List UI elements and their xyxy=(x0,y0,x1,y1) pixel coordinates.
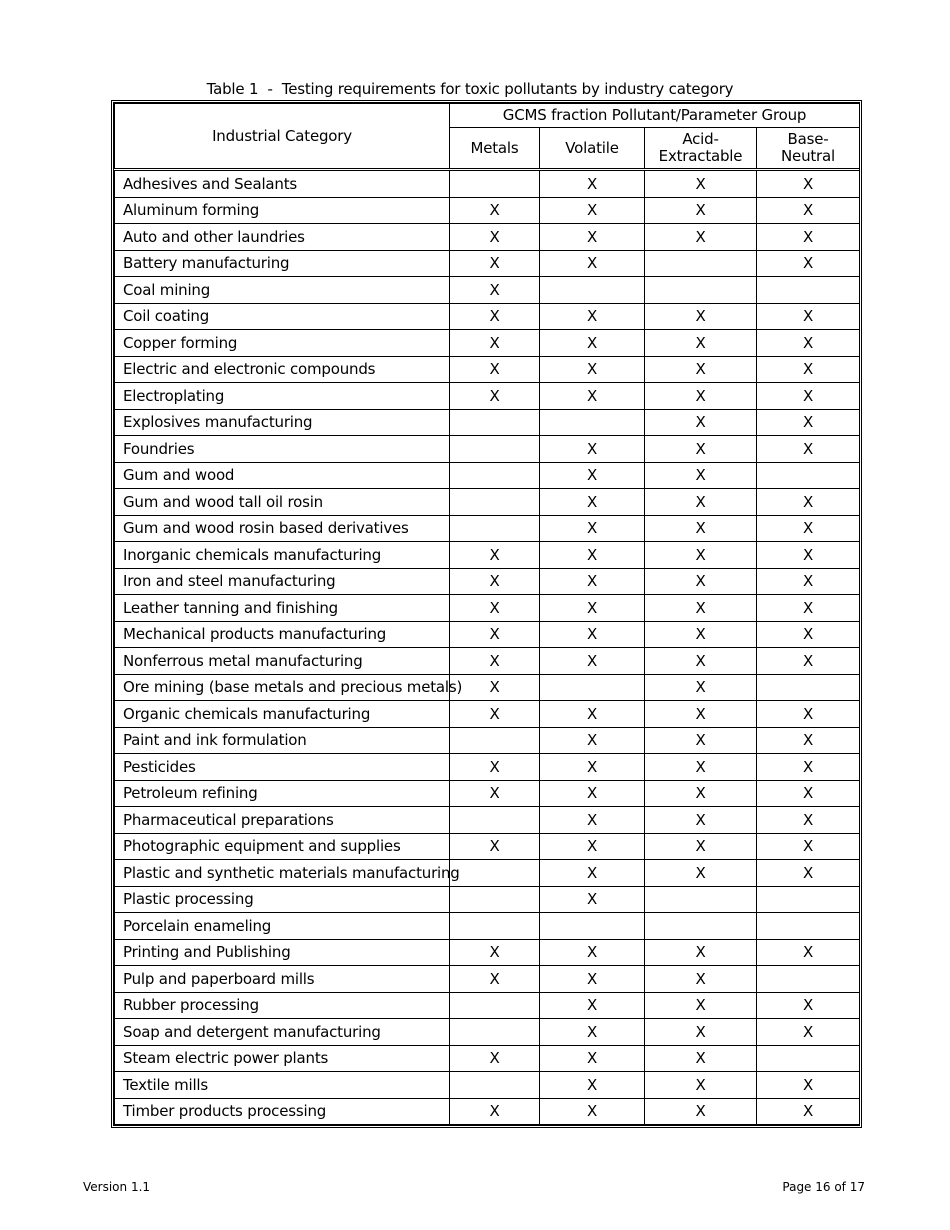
volatile-cell: X xyxy=(540,992,645,1019)
table-row xyxy=(115,913,860,940)
base-neutral-cell: X xyxy=(757,939,860,966)
metals-cell: X xyxy=(450,383,540,410)
volatile-cell: X xyxy=(540,1019,645,1046)
base-neutral-cell xyxy=(757,1045,860,1072)
base-neutral-cell xyxy=(757,277,860,304)
volatile-cell: X xyxy=(540,701,645,728)
table-row xyxy=(115,277,860,304)
volatile-cell: X xyxy=(540,224,645,251)
base-neutral-cell: X xyxy=(757,1098,860,1125)
volatile-cell: X xyxy=(540,1045,645,1072)
industry-category-cell: Auto and other laundries xyxy=(115,224,450,251)
industry-category-cell: Coil coating xyxy=(115,303,450,330)
industry-category-cell: Nonferrous metal manufacturing xyxy=(115,648,450,675)
industry-category-cell: Gum and wood xyxy=(115,462,450,489)
industry-category-cell: Iron and steel manufacturing xyxy=(115,568,450,595)
volatile-cell: X xyxy=(540,170,645,198)
base-neutral-cell: X xyxy=(757,356,860,383)
industry-category-cell: Petroleum refining xyxy=(115,780,450,807)
table-row xyxy=(115,224,860,251)
metals-cell: X xyxy=(450,939,540,966)
industry-category-cell: Timber products processing xyxy=(115,1098,450,1125)
metals-cell: X xyxy=(450,224,540,251)
table-row xyxy=(115,462,860,489)
volatile-cell xyxy=(540,674,645,701)
volatile-cell: X xyxy=(540,489,645,516)
metals-cell xyxy=(450,992,540,1019)
metals-cell xyxy=(450,1072,540,1099)
volatile-cell: X xyxy=(540,303,645,330)
metals-cell: X xyxy=(450,277,540,304)
volatile-cell: X xyxy=(540,383,645,410)
table-row xyxy=(115,330,860,357)
volatile-cell: X xyxy=(540,436,645,463)
base-neutral-cell: X xyxy=(757,489,860,516)
metals-cell: X xyxy=(450,542,540,569)
industry-category-cell: Textile mills xyxy=(115,1072,450,1099)
table-row xyxy=(115,992,860,1019)
metals-cell: X xyxy=(450,595,540,622)
base-neutral-cell: X xyxy=(757,250,860,277)
base-neutral-cell: X xyxy=(757,409,860,436)
base-neutral-cell xyxy=(757,886,860,913)
metals-cell xyxy=(450,913,540,940)
industry-category-cell: Ore mining (base metals and precious metals) xyxy=(115,674,450,701)
table-header xyxy=(115,104,860,170)
industry-category-cell: Coal mining xyxy=(115,277,450,304)
volatile-cell: X xyxy=(540,754,645,781)
table-row xyxy=(115,754,860,781)
volatile-cell: X xyxy=(540,886,645,913)
base-neutral-cell: X xyxy=(757,648,860,675)
base-neutral-cell: X xyxy=(757,224,860,251)
table-row xyxy=(115,250,860,277)
base-neutral-cell: X xyxy=(757,542,860,569)
base-neutral-cell: X xyxy=(757,515,860,542)
table-row xyxy=(115,701,860,728)
table-row xyxy=(115,1019,860,1046)
metals-cell xyxy=(450,1019,540,1046)
volatile-cell: X xyxy=(540,568,645,595)
table-row xyxy=(115,807,860,834)
acid-extractable-cell: X xyxy=(645,170,757,198)
acid-extractable-cell: X xyxy=(645,462,757,489)
table-row xyxy=(115,833,860,860)
acid-extractable-cell: X xyxy=(645,568,757,595)
volatile-cell: X xyxy=(540,939,645,966)
metals-cell xyxy=(450,727,540,754)
acid-extractable-cell: X xyxy=(645,303,757,330)
acid-extractable-cell: X xyxy=(645,674,757,701)
table-row xyxy=(115,1072,860,1099)
table-row xyxy=(115,383,860,410)
acid-extractable-cell: X xyxy=(645,515,757,542)
acid-extractable-cell: X xyxy=(645,1045,757,1072)
volatile-cell: X xyxy=(540,1098,645,1125)
acid-extractable-cell: X xyxy=(645,727,757,754)
base-neutral-cell: X xyxy=(757,701,860,728)
metals-cell: X xyxy=(450,833,540,860)
volatile-cell: X xyxy=(540,542,645,569)
footer-version: Version 1.1 xyxy=(83,1180,151,1194)
base-neutral-cell xyxy=(757,674,860,701)
base-neutral-cell xyxy=(757,462,860,489)
base-neutral-cell: X xyxy=(757,1019,860,1046)
industry-category-cell: Rubber processing xyxy=(115,992,450,1019)
volatile-cell: X xyxy=(540,833,645,860)
header-base-neutral: Base- Neutral xyxy=(757,128,860,170)
table-row xyxy=(115,939,860,966)
volatile-cell: X xyxy=(540,966,645,993)
table-row xyxy=(115,886,860,913)
metals-cell: X xyxy=(450,356,540,383)
base-neutral-cell: X xyxy=(757,754,860,781)
industry-category-cell: Plastic processing xyxy=(115,886,450,913)
metals-cell: X xyxy=(450,303,540,330)
base-neutral-cell: X xyxy=(757,780,860,807)
volatile-cell: X xyxy=(540,727,645,754)
acid-extractable-cell xyxy=(645,913,757,940)
metals-cell: X xyxy=(450,701,540,728)
volatile-cell: X xyxy=(540,462,645,489)
table-row xyxy=(115,648,860,675)
industry-category-cell: Porcelain enameling xyxy=(115,913,450,940)
industry-category-cell: Photographic equipment and supplies xyxy=(115,833,450,860)
base-neutral-cell: X xyxy=(757,727,860,754)
acid-extractable-cell: X xyxy=(645,621,757,648)
base-neutral-cell: X xyxy=(757,833,860,860)
volatile-cell: X xyxy=(540,250,645,277)
industry-category-cell: Explosives manufacturing xyxy=(115,409,450,436)
volatile-cell: X xyxy=(540,595,645,622)
metals-cell: X xyxy=(450,780,540,807)
industry-category-cell: Foundries xyxy=(115,436,450,463)
table-row xyxy=(115,780,860,807)
acid-extractable-cell: X xyxy=(645,383,757,410)
base-neutral-cell: X xyxy=(757,860,860,887)
volatile-cell: X xyxy=(540,648,645,675)
metals-cell: X xyxy=(450,754,540,781)
metals-cell: X xyxy=(450,197,540,224)
metals-cell: X xyxy=(450,648,540,675)
acid-extractable-cell: X xyxy=(645,648,757,675)
metals-cell: X xyxy=(450,966,540,993)
header-metals: Metals xyxy=(450,128,540,170)
metals-cell xyxy=(450,462,540,489)
table-row xyxy=(115,727,860,754)
header-industrial-category: Industrial Category xyxy=(115,104,450,170)
acid-extractable-cell: X xyxy=(645,409,757,436)
table-body xyxy=(115,170,860,1125)
industry-category-cell: Electric and electronic compounds xyxy=(115,356,450,383)
table-row xyxy=(115,1098,860,1125)
acid-extractable-cell: X xyxy=(645,833,757,860)
industry-category-cell: Plastic and synthetic materials manufacturing xyxy=(115,860,450,887)
acid-extractable-cell: X xyxy=(645,542,757,569)
table-row xyxy=(115,621,860,648)
base-neutral-cell: X xyxy=(757,170,860,198)
volatile-cell: X xyxy=(540,621,645,648)
industry-category-cell: Battery manufacturing xyxy=(115,250,450,277)
metals-cell xyxy=(450,489,540,516)
base-neutral-cell: X xyxy=(757,1072,860,1099)
volatile-cell: X xyxy=(540,807,645,834)
volatile-cell: X xyxy=(540,515,645,542)
acid-extractable-cell: X xyxy=(645,701,757,728)
base-neutral-cell: X xyxy=(757,330,860,357)
industry-category-cell: Mechanical products manufacturing xyxy=(115,621,450,648)
volatile-cell xyxy=(540,277,645,304)
industry-category-cell: Copper forming xyxy=(115,330,450,357)
acid-extractable-cell: X xyxy=(645,780,757,807)
header-acid-extractable: Acid- Extractable xyxy=(645,128,757,170)
metals-cell xyxy=(450,860,540,887)
metals-cell: X xyxy=(450,330,540,357)
industry-category-cell: Soap and detergent manufacturing xyxy=(115,1019,450,1046)
acid-extractable-cell xyxy=(645,250,757,277)
table-row xyxy=(115,197,860,224)
industry-category-cell: Inorganic chemicals manufacturing xyxy=(115,542,450,569)
industry-category-cell: Printing and Publishing xyxy=(115,939,450,966)
acid-extractable-cell xyxy=(645,886,757,913)
acid-extractable-cell: X xyxy=(645,356,757,383)
table-row xyxy=(115,542,860,569)
industry-category-cell: Adhesives and Sealants xyxy=(115,170,450,198)
table-row xyxy=(115,356,860,383)
base-neutral-cell: X xyxy=(757,807,860,834)
metals-cell: X xyxy=(450,568,540,595)
table-row xyxy=(115,515,860,542)
base-neutral-cell xyxy=(757,913,860,940)
base-neutral-cell: X xyxy=(757,197,860,224)
volatile-cell xyxy=(540,409,645,436)
industry-category-cell: Organic chemicals manufacturing xyxy=(115,701,450,728)
table-row xyxy=(115,674,860,701)
base-neutral-cell: X xyxy=(757,436,860,463)
acid-extractable-cell: X xyxy=(645,860,757,887)
volatile-cell: X xyxy=(540,860,645,887)
metals-cell xyxy=(450,409,540,436)
metals-cell xyxy=(450,170,540,198)
volatile-cell xyxy=(540,913,645,940)
footer-page-number: Page 16 of 17 xyxy=(782,1180,865,1194)
acid-extractable-cell: X xyxy=(645,330,757,357)
acid-extractable-cell: X xyxy=(645,1019,757,1046)
header-group-label: GCMS fraction Pollutant/Parameter Group xyxy=(450,104,860,128)
metals-cell: X xyxy=(450,1045,540,1072)
table-row xyxy=(115,303,860,330)
acid-extractable-cell: X xyxy=(645,595,757,622)
industry-category-cell: Leather tanning and finishing xyxy=(115,595,450,622)
testing-requirements-table xyxy=(114,103,860,1125)
table-row xyxy=(115,489,860,516)
testing-requirements-table-frame xyxy=(111,100,862,1128)
header-volatile: Volatile xyxy=(540,128,645,170)
acid-extractable-cell: X xyxy=(645,1072,757,1099)
table-row xyxy=(115,170,860,198)
volatile-cell: X xyxy=(540,1072,645,1099)
industry-category-cell: Steam electric power plants xyxy=(115,1045,450,1072)
acid-extractable-cell: X xyxy=(645,436,757,463)
acid-extractable-cell: X xyxy=(645,807,757,834)
industry-category-cell: Pharmaceutical preparations xyxy=(115,807,450,834)
volatile-cell: X xyxy=(540,197,645,224)
base-neutral-cell: X xyxy=(757,595,860,622)
acid-extractable-cell: X xyxy=(645,966,757,993)
industry-category-cell: Aluminum forming xyxy=(115,197,450,224)
acid-extractable-cell xyxy=(645,277,757,304)
acid-extractable-cell: X xyxy=(645,224,757,251)
metals-cell: X xyxy=(450,621,540,648)
acid-extractable-cell: X xyxy=(645,1098,757,1125)
acid-extractable-cell: X xyxy=(645,754,757,781)
base-neutral-cell: X xyxy=(757,383,860,410)
industry-category-cell: Gum and wood tall oil rosin xyxy=(115,489,450,516)
volatile-cell: X xyxy=(540,330,645,357)
base-neutral-cell: X xyxy=(757,992,860,1019)
base-neutral-cell: X xyxy=(757,303,860,330)
metals-cell: X xyxy=(450,674,540,701)
acid-extractable-cell: X xyxy=(645,939,757,966)
industry-category-cell: Paint and ink formulation xyxy=(115,727,450,754)
acid-extractable-cell: X xyxy=(645,489,757,516)
metals-cell: X xyxy=(450,250,540,277)
industry-category-cell: Pulp and paperboard mills xyxy=(115,966,450,993)
table-row xyxy=(115,595,860,622)
volatile-cell: X xyxy=(540,356,645,383)
metals-cell xyxy=(450,515,540,542)
metals-cell xyxy=(450,886,540,913)
base-neutral-cell: X xyxy=(757,621,860,648)
base-neutral-cell xyxy=(757,966,860,993)
base-neutral-cell: X xyxy=(757,568,860,595)
table-caption: Table 1 - Testing requirements for toxic pollutants by industry category xyxy=(206,80,734,98)
metals-cell xyxy=(450,807,540,834)
table-row xyxy=(115,860,860,887)
acid-extractable-cell: X xyxy=(645,197,757,224)
metals-cell xyxy=(450,436,540,463)
industry-category-cell: Pesticides xyxy=(115,754,450,781)
table-row xyxy=(115,436,860,463)
table-row xyxy=(115,1045,860,1072)
table-row xyxy=(115,966,860,993)
industry-category-cell: Gum and wood rosin based derivatives xyxy=(115,515,450,542)
table-row xyxy=(115,568,860,595)
table-row xyxy=(115,409,860,436)
acid-extractable-cell: X xyxy=(645,992,757,1019)
industry-category-cell: Electroplating xyxy=(115,383,450,410)
volatile-cell: X xyxy=(540,780,645,807)
metals-cell: X xyxy=(450,1098,540,1125)
